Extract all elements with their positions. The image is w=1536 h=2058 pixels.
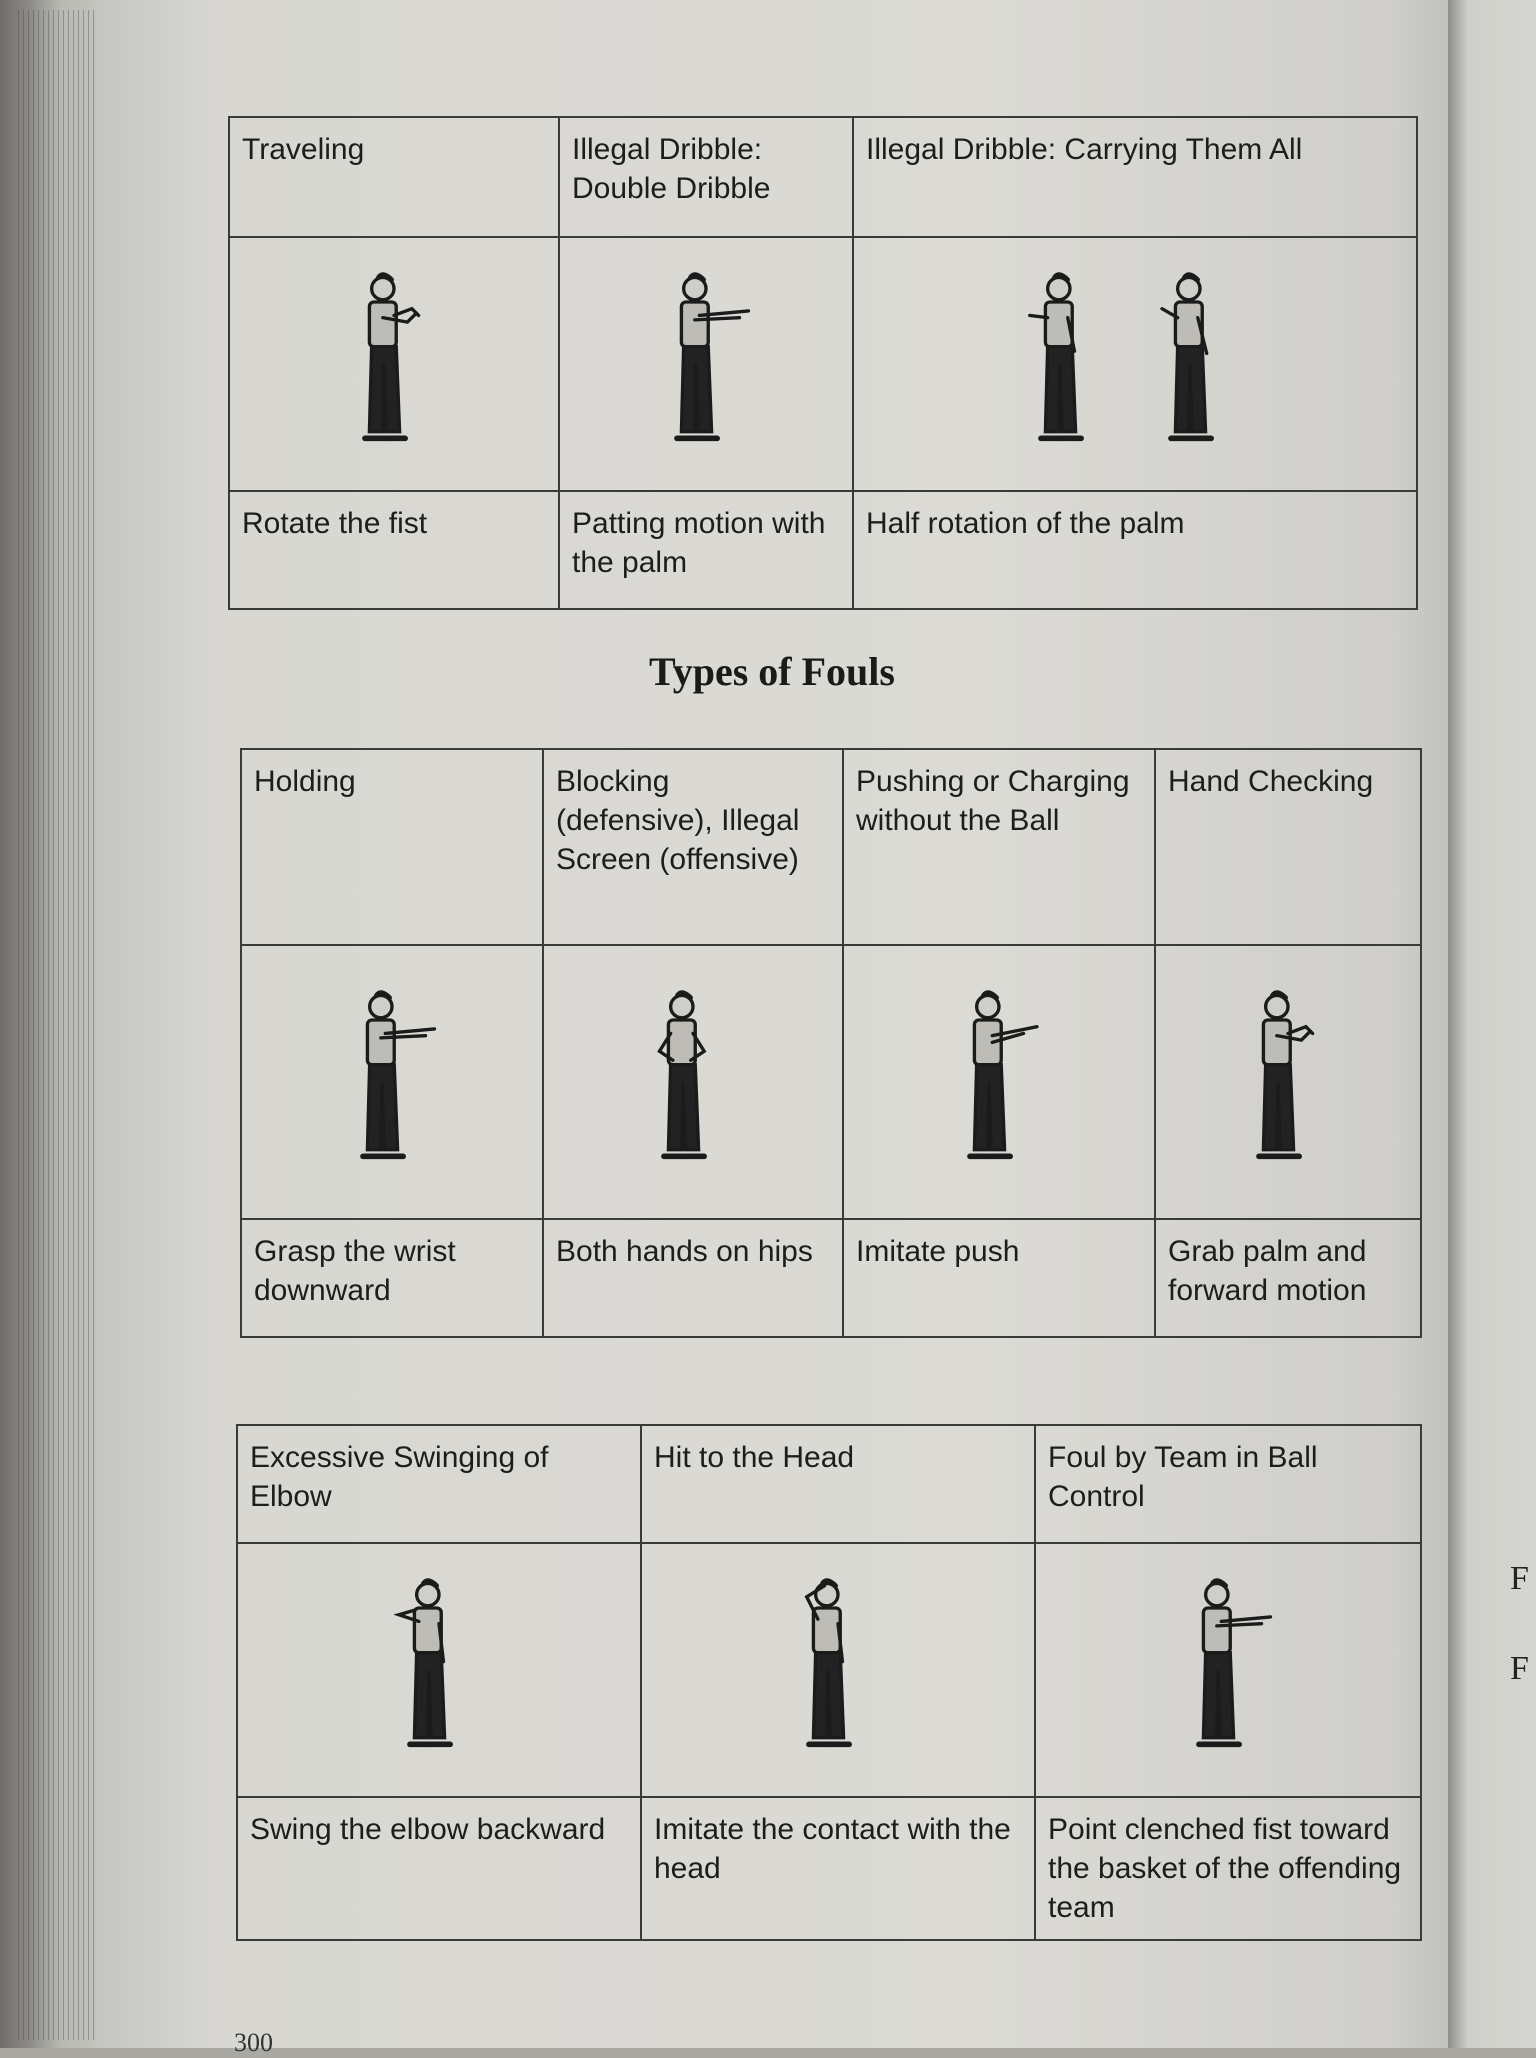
- figure-cell: [1035, 1543, 1421, 1797]
- figure-cell: [543, 945, 843, 1219]
- next-page-edge: [1448, 0, 1536, 2048]
- referee-signal-figure: [394, 1570, 484, 1760]
- violations-table: [228, 116, 1418, 610]
- referee-signal-figure: [1183, 1570, 1273, 1760]
- referee-signal-figure: [347, 982, 437, 1172]
- referee-signal-figure: [1243, 982, 1333, 1172]
- table-description-cell: Swing the elbow backward: [237, 1797, 641, 1940]
- table-header-cell: Traveling: [229, 117, 559, 237]
- table-header-cell: Foul by Team in Ball Control: [1035, 1425, 1421, 1543]
- table-header-cell: Excessive Swinging of Elbow: [237, 1425, 641, 1543]
- book-page: [96, 0, 1448, 2057]
- table-header-cell: Illegal Dribble: Double Dribble: [559, 117, 853, 237]
- referee-signal-figure: [648, 982, 738, 1172]
- figure-cell: [241, 945, 543, 1219]
- figure-cell: [1155, 945, 1421, 1219]
- figure-cell: [641, 1543, 1035, 1797]
- table-description-cell: Rotate the fist: [229, 491, 559, 609]
- table-header-cell: Pushing or Charging without the Ball: [843, 749, 1155, 945]
- fouls-table-2: [236, 1424, 1422, 1941]
- table-description-cell: Imitate the contact with the head: [641, 1797, 1035, 1940]
- table-header-cell: Blocking (defensive), Illegal Screen (offensive): [543, 749, 843, 945]
- table-header-cell: Holding: [241, 749, 543, 945]
- table-header-cell: Hand Checking: [1155, 749, 1421, 945]
- figure-cell: [237, 1543, 641, 1797]
- figure-cell: [853, 237, 1417, 491]
- table-header-cell: Illegal Dribble: Carrying Them All: [853, 117, 1417, 237]
- table-description-cell: Both hands on hips: [543, 1219, 843, 1337]
- figure-cell: [559, 237, 853, 491]
- table-description-cell: Grab palm and forward motion: [1155, 1219, 1421, 1337]
- figure-cell: [229, 237, 559, 491]
- page-number: 300: [234, 2028, 273, 2057]
- referee-signal-figure: [793, 1570, 883, 1760]
- fouls-table-1: [240, 748, 1422, 1338]
- table-description-cell: Imitate push: [843, 1219, 1155, 1337]
- figure-cell: [843, 945, 1155, 1219]
- referee-signal-figure: [1155, 264, 1245, 454]
- referee-signal-figure: [349, 264, 439, 454]
- table-description-cell: Point clenched fist toward the basket of the offending team: [1035, 1797, 1421, 1940]
- referee-signal-figure: [1025, 264, 1115, 454]
- table-header-cell: Hit to the Head: [641, 1425, 1035, 1543]
- table-description-cell: Half rotation of the palm: [853, 491, 1417, 609]
- next-page-fragment: F: [1510, 1650, 1529, 1687]
- table-description-cell: Grasp the wrist downward: [241, 1219, 543, 1337]
- section-title: Types of Fouls: [649, 649, 895, 694]
- table-description-cell: Patting motion with the palm: [559, 491, 853, 609]
- next-page-fragment: F: [1510, 1560, 1529, 1597]
- referee-signal-figure: [954, 982, 1044, 1172]
- referee-signal-figure: [661, 264, 751, 454]
